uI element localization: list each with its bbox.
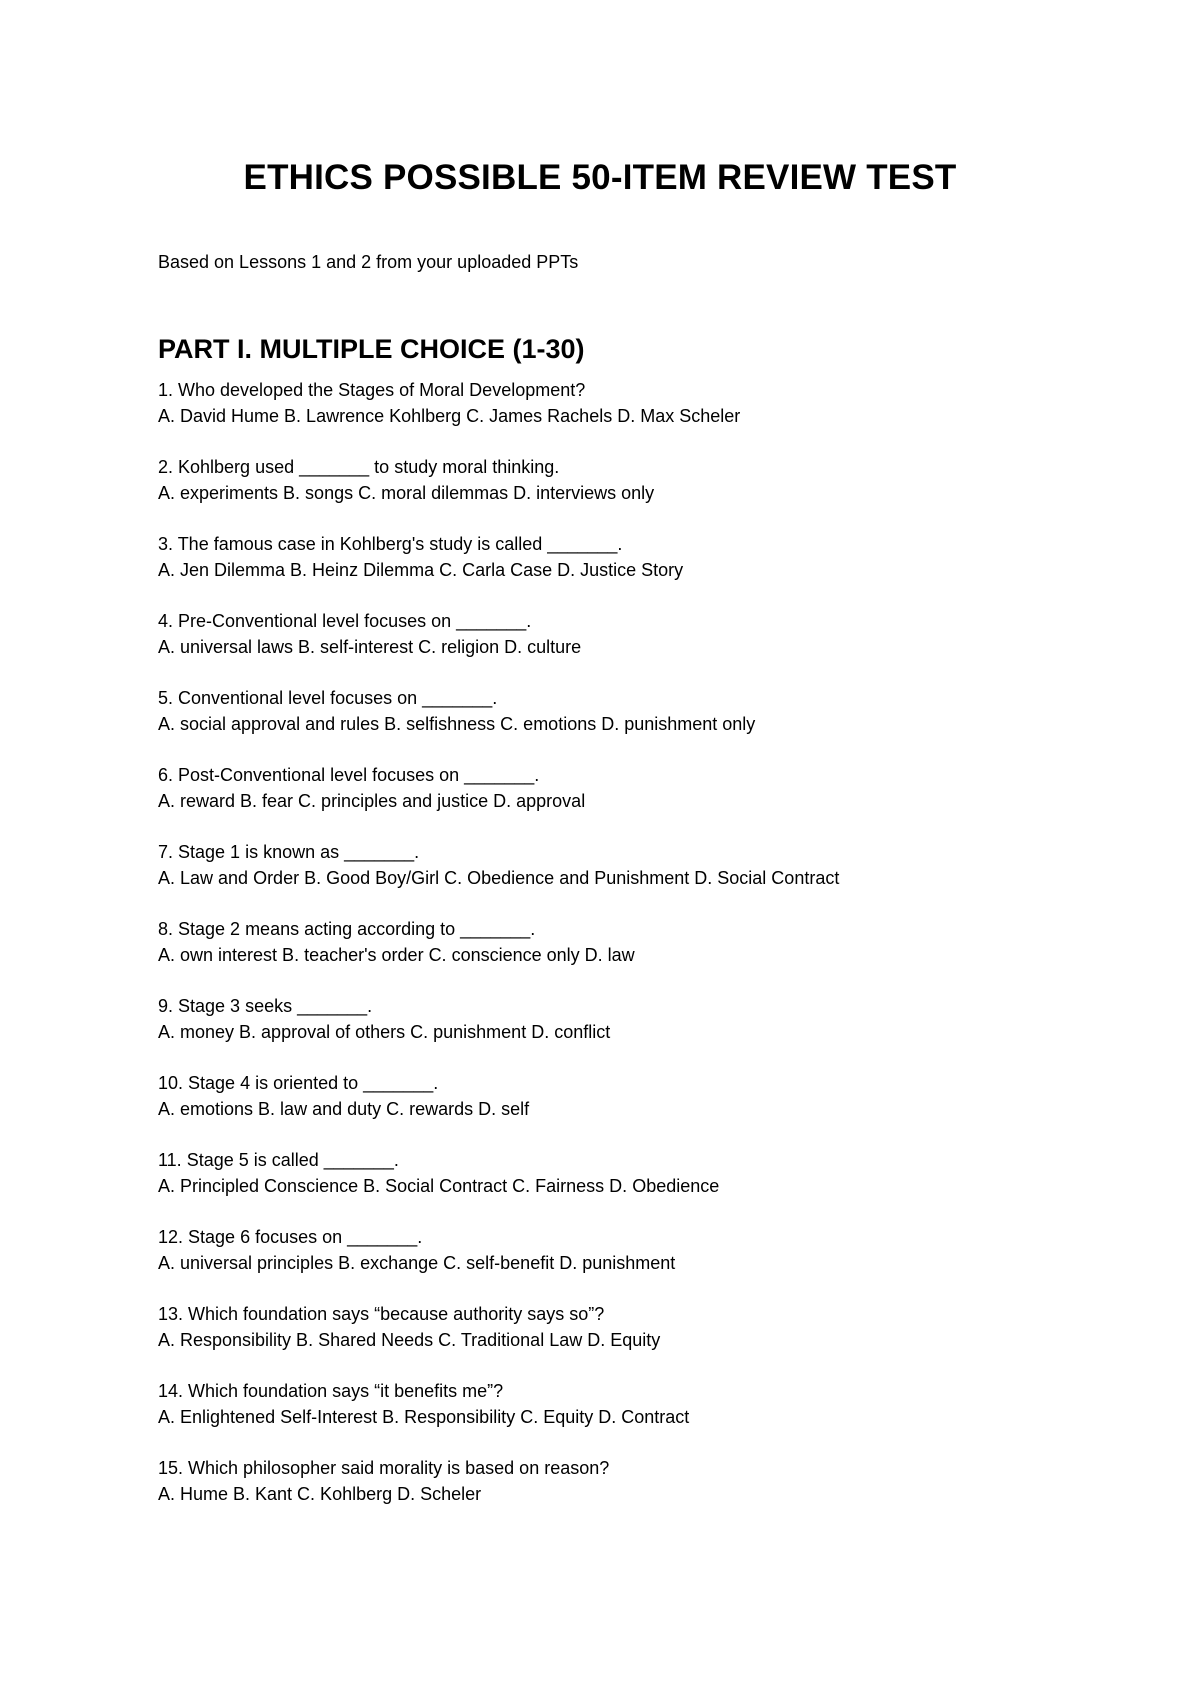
question-text: 2. Kohlberg used _______ to study moral thinking. xyxy=(158,457,560,477)
question-choices: A. Principled Conscience B. Social Contract C. Fairness D. Obedience xyxy=(158,1175,720,1196)
question-item xyxy=(158,1071,1138,1122)
question-item xyxy=(158,917,1138,968)
question-choices: A. David Hume B. Lawrence Kohlberg C. James Rachels D. Max Scheler xyxy=(158,405,741,426)
question-text: 11. Stage 5 is called _______. xyxy=(158,1150,399,1170)
question-choices: A. reward B. fear C. principles and justice D. approval xyxy=(158,790,586,811)
question-choices: A. social approval and rules B. selfishness C. emotions D. punishment only xyxy=(158,713,756,734)
question-item xyxy=(158,1302,1138,1353)
question-item xyxy=(158,994,1138,1045)
question-text: 13. Which foundation says “because authority says so”? xyxy=(158,1304,605,1324)
question-text: 10. Stage 4 is oriented to _______. xyxy=(158,1073,439,1093)
question-choices: A. Enlightened Self-Interest B. Responsibility C. Equity D. Contract xyxy=(158,1406,690,1427)
question-item xyxy=(158,1379,1138,1430)
question-choices: A. experiments B. songs C. moral dilemmas D. interviews only xyxy=(158,482,655,503)
question-choices: A. Hume B. Kant C. Kohlberg D. Scheler xyxy=(158,1483,482,1504)
question-item xyxy=(158,686,1138,737)
question-text: 14. Which foundation says “it benefits me”? xyxy=(158,1381,504,1401)
question-choices: A. Jen Dilemma B. Heinz Dilemma C. Carla Case D. Justice Story xyxy=(158,559,684,580)
question-text: 7. Stage 1 is known as _______. xyxy=(158,842,420,862)
question-text: 12. Stage 6 focuses on _______. xyxy=(158,1227,423,1247)
question-choices: A. own interest B. teacher's order C. conscience only D. law xyxy=(158,944,635,965)
question-item xyxy=(158,532,1138,583)
question-choices: A. universal principles B. exchange C. self-benefit D. punishment xyxy=(158,1252,676,1273)
question-text: 6. Post-Conventional level focuses on _______. xyxy=(158,765,540,785)
question-text: 9. Stage 3 seeks _______. xyxy=(158,996,373,1016)
question-choices: A. Law and Order B. Good Boy/Girl C. Obedience and Punishment D. Social Contract xyxy=(158,867,840,888)
question-choices: A. emotions B. law and duty C. rewards D. self xyxy=(158,1098,530,1119)
question-text: 8. Stage 2 means acting according to _______. xyxy=(158,919,536,939)
question-choices: A. universal laws B. self-interest C. religion D. culture xyxy=(158,636,582,657)
question-list xyxy=(158,378,1138,1533)
question-item xyxy=(158,609,1138,660)
question-text: 5. Conventional level focuses on _______. xyxy=(158,688,498,708)
question-item xyxy=(158,1225,1138,1276)
question-item xyxy=(158,840,1138,891)
question-choices: A. Responsibility B. Shared Needs C. Traditional Law D. Equity xyxy=(158,1329,661,1350)
question-item xyxy=(158,1456,1138,1507)
question-choices: A. money B. approval of others C. punishment D. conflict xyxy=(158,1021,611,1042)
question-item xyxy=(158,1148,1138,1199)
question-item xyxy=(158,455,1138,506)
question-text: 4. Pre-Conventional level focuses on _______. xyxy=(158,611,532,631)
question-item xyxy=(158,378,1138,429)
question-text: 3. The famous case in Kohlberg's study is called _______. xyxy=(158,534,623,554)
document-title: ETHICS POSSIBLE 50-ITEM REVIEW TEST xyxy=(243,158,957,197)
document-subtitle: Based on Lessons 1 and 2 from your uploaded PPTs xyxy=(158,252,579,272)
question-item xyxy=(158,763,1138,814)
part-heading: PART I. MULTIPLE CHOICE (1-30) xyxy=(158,334,585,364)
question-text: 15. Which philosopher said morality is based on reason? xyxy=(158,1458,610,1478)
question-text: 1. Who developed the Stages of Moral Development? xyxy=(158,380,586,400)
